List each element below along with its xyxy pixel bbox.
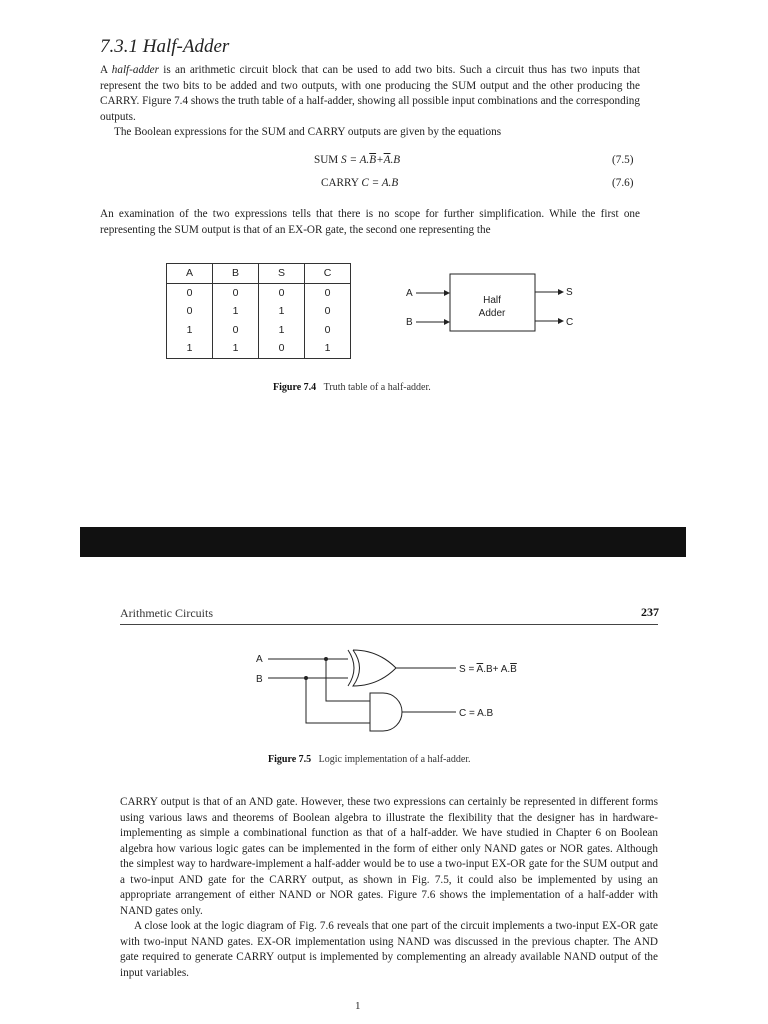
truth-table-cell: 0 xyxy=(259,283,305,302)
body-paragraph-second: A close look at the logic diagram of Fig. 7.6 reveals that one part of the circuit implements a two-input EX-OR gate with two-input NAND gates. EX-OR implementation using NAND was discussed in the previous chapter. The AND gate required to generate CARRY output is implemented by complementing an already available NAND output of the input variables. xyxy=(120,920,658,979)
truth-table-cell: 1 xyxy=(259,302,305,321)
equation-sum-lhs: S = A. xyxy=(341,154,370,166)
body-paragraph xyxy=(120,795,658,981)
equations-intro: The Boolean expressions for the SUM and CARRY outputs are given by the equations xyxy=(114,126,502,138)
equation-carry xyxy=(321,177,398,189)
running-head: Arithmetic Circuits xyxy=(120,606,213,620)
truth-table-header: A xyxy=(167,264,213,284)
intro-paragraph xyxy=(100,63,640,141)
truth-table-row xyxy=(167,339,351,358)
truth-table xyxy=(166,263,351,359)
junction-dot-b xyxy=(304,676,308,680)
figure-7-5-text: Logic implementation of a half-adder. xyxy=(318,754,471,765)
block-input-a-label: A xyxy=(406,288,413,299)
carry-output-label: C = A.B xyxy=(459,708,494,719)
equation-sum-plus: + xyxy=(376,154,384,166)
sum-output-label xyxy=(459,664,517,675)
truth-table-cell: 1 xyxy=(305,339,351,358)
equation-sum-a-bar: $\overline{A}$ xyxy=(383,154,391,166)
figure-7-5-caption xyxy=(268,754,471,765)
truth-table-cell: 1 xyxy=(167,339,213,358)
truth-table-cell: 0 xyxy=(305,283,351,302)
block-output-s-label: S xyxy=(566,287,573,298)
page-number: 237 xyxy=(641,605,659,619)
section-title: 7.3.1 Half-Adder xyxy=(100,36,230,57)
examination-paragraph: An examination of the two expressions tells that there is no scope for further simplification. While the first one representing the SUM output is that of an EX-OR gate, the second one representing the xyxy=(100,208,640,236)
equation-carry-expr: C = A.B xyxy=(361,177,399,189)
logic-diagram xyxy=(250,648,550,738)
figure-7-4-text: Truth table of a half-adder. xyxy=(323,382,431,393)
truth-table-cell: 1 xyxy=(213,302,259,321)
truth-table-cell: 1 xyxy=(213,339,259,358)
truth-table-cell: 0 xyxy=(213,321,259,340)
truth-table-cell: 1 xyxy=(259,321,305,340)
truth-table-header: S xyxy=(259,264,305,284)
intro-rest: is an arithmetic circuit block that can be used to add two bits. Such a circuit thus has two inputs that represent the two bits to be added and two outputs, with one producing the SUM output and the other producing the CARRY. Figure 7.4 shows the truth table of a half-adder, showing all possible input combinations and the corresponding outputs. xyxy=(100,64,640,123)
equation-sum-tail: .B xyxy=(390,154,401,166)
half-adder-term: half-adder xyxy=(111,64,159,76)
equation-sum-label: SUM xyxy=(314,154,339,166)
xor-gate-icon xyxy=(348,650,396,686)
half-adder-block-diagram xyxy=(395,268,595,338)
truth-table-cell: 1 xyxy=(167,321,213,340)
figure-7-4-caption xyxy=(273,382,431,393)
truth-table-cell: 0 xyxy=(167,302,213,321)
truth-table-cell: 0 xyxy=(213,283,259,302)
half-adder-box-line2: Adder xyxy=(478,308,506,319)
sum-output-mid: .B+ A. xyxy=(483,664,511,675)
logic-input-a-label: A xyxy=(256,654,263,665)
equation-number-7-5: (7.5) xyxy=(612,154,634,166)
intro-start: A xyxy=(100,64,112,76)
footer-page-number: 1 xyxy=(355,1000,361,1012)
header-rule xyxy=(120,624,658,625)
block-input-b-label: B xyxy=(406,317,413,328)
junction-dot-a xyxy=(324,657,328,661)
truth-table-row xyxy=(167,302,351,321)
figure-7-5-label: Figure 7.5 xyxy=(268,754,312,765)
truth-table-row xyxy=(167,321,351,340)
equation-carry-label: CARRY xyxy=(321,177,359,189)
sum-output-a-bar: A xyxy=(476,664,484,675)
sum-output-prefix: S = xyxy=(459,664,477,675)
truth-table-cell: 0 xyxy=(259,339,305,358)
equation-number-7-6: (7.6) xyxy=(612,177,634,189)
sum-output-b-bar: B xyxy=(510,664,517,675)
body-paragraph-first: CARRY output is that of an AND gate. However, these two expressions can certainly be represented in different forms using various laws and theorems of Boolean algebra to illustrate the flexibility that the designer has in hardware-implementing as simple a combinational function as that of a half-adder. We have studied in Chapter 6 on Boolean algebra how various logic gates can be implemented in the form of either only NAND gates or NOR gates. Although the simplest way to hardware-implement a half-adder would be to use a two-input EX-OR gate for the SUM output and a two-input AND gate for the CARRY output, as shown in Fig. 7.5, it could also be implemented by using an appropriate arrangement of either NAND or NOR gates. Figure 7.6 shows the implementation of a half-adder with NAND gates only. xyxy=(120,796,658,917)
truth-table-header: B xyxy=(213,264,259,284)
truth-table-cell: 0 xyxy=(167,283,213,302)
half-adder-box-line1: Half xyxy=(483,295,501,306)
truth-table-cell: 0 xyxy=(305,302,351,321)
equation-sum xyxy=(314,154,400,166)
block-output-c-label: C xyxy=(566,317,574,328)
figure-7-4-label: Figure 7.4 xyxy=(273,382,317,393)
truth-table-header: C xyxy=(305,264,351,284)
truth-table-header-row xyxy=(167,264,351,284)
truth-table-row xyxy=(167,283,351,302)
equation-sum-b-bar: $\overline{B}$ xyxy=(369,154,377,166)
and-gate-icon xyxy=(370,693,402,731)
truth-table-cell: 0 xyxy=(305,321,351,340)
logic-input-b-label: B xyxy=(256,674,263,685)
page-divider-band xyxy=(80,527,686,557)
